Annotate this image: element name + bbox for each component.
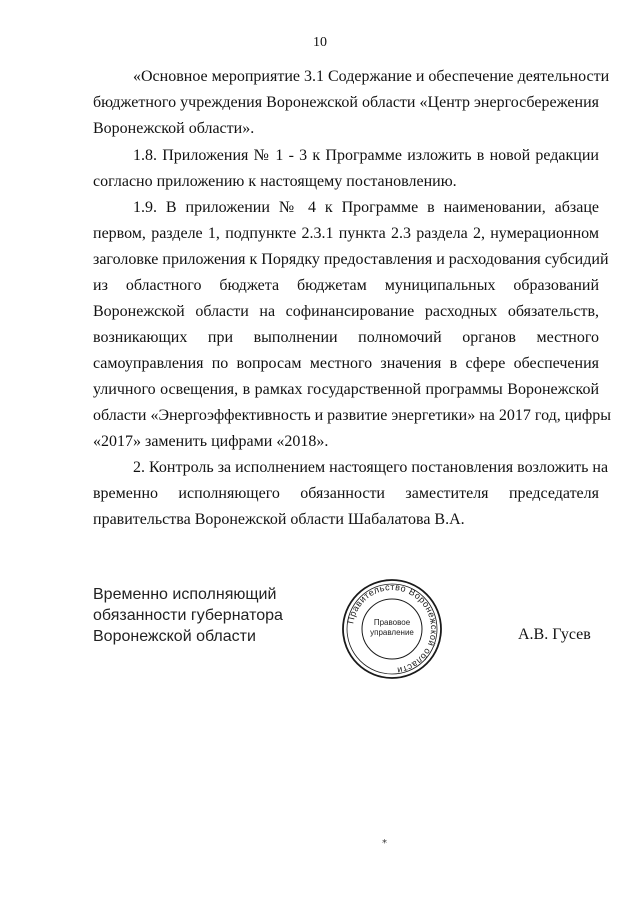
- signer-name: А.В. Гусев: [518, 626, 591, 643]
- paragraph-event-3-1: [93, 64, 610, 142]
- text-line: уличного освещения, в рамках государственной программы Воронежской: [93, 381, 599, 398]
- signatory-position-line: Воронежской области: [93, 628, 256, 645]
- stamp-center-text: [364, 618, 420, 638]
- signatory-position: [93, 584, 313, 647]
- text-line: «Основное мероприятие 3.1 Содержание и обеспечение деятельности: [133, 68, 610, 85]
- stamp-ring-text: Правительство Воронежской области: [345, 581, 440, 676]
- text-line: правительства Воронежской области Шабалатова В.А.: [93, 511, 465, 528]
- text-line: Воронежской области».: [93, 120, 255, 137]
- text-line: области «Энергоэффективность и развитие энергетики» на 2017 год, цифры: [93, 407, 611, 424]
- paragraph-item-1-8: [93, 143, 599, 195]
- text-line: возникающих при выполнении полномочий органов местного: [93, 329, 599, 346]
- paragraph-item-2: [93, 455, 609, 533]
- text-line: первом, разделе 1, подпункте 2.3.1 пункта 2.3 раздела 2, нумерационном: [93, 225, 599, 242]
- text-line: самоуправления по вопросам местного значения в сфере обеспечения: [93, 355, 599, 372]
- stamp-center-line: Правовое: [373, 618, 411, 627]
- text-line: согласно приложению к настоящему постановлению.: [93, 173, 457, 190]
- text-line: заголовке приложения к Порядку предоставления и расходования субсидий: [93, 251, 609, 268]
- footnote-mark: *: [382, 838, 387, 849]
- text-line: «2017» заменить цифрами «2018».: [93, 433, 329, 450]
- text-line: 1.8. Приложения № 1 - 3 к Программе изложить в новой редакции: [133, 147, 599, 164]
- stamp-center-line: управление: [370, 628, 414, 637]
- text-line: из областного бюджета бюджетам муниципальных образований: [93, 277, 599, 294]
- page-number: 10: [313, 35, 327, 50]
- text-line: Воронежской области на софинансирование расходных обязательств,: [93, 303, 599, 320]
- text-line: бюджетного учреждения Воронежской области «Центр энергосбережения: [93, 94, 599, 111]
- paragraph-item-1-9: [93, 195, 611, 455]
- text-line: 1.9. В приложении № 4 к Программе в наименовании, абзаце: [133, 199, 599, 216]
- text-line: 2. Контроль за исполнением настоящего постановления возложить на: [133, 459, 609, 476]
- signatory-position-line: обязанности губернатора: [93, 607, 283, 624]
- signatory-position-line: Временно исполняющий: [93, 586, 277, 603]
- text-line: временно исполняющего обязанности заместителя председателя: [93, 485, 599, 502]
